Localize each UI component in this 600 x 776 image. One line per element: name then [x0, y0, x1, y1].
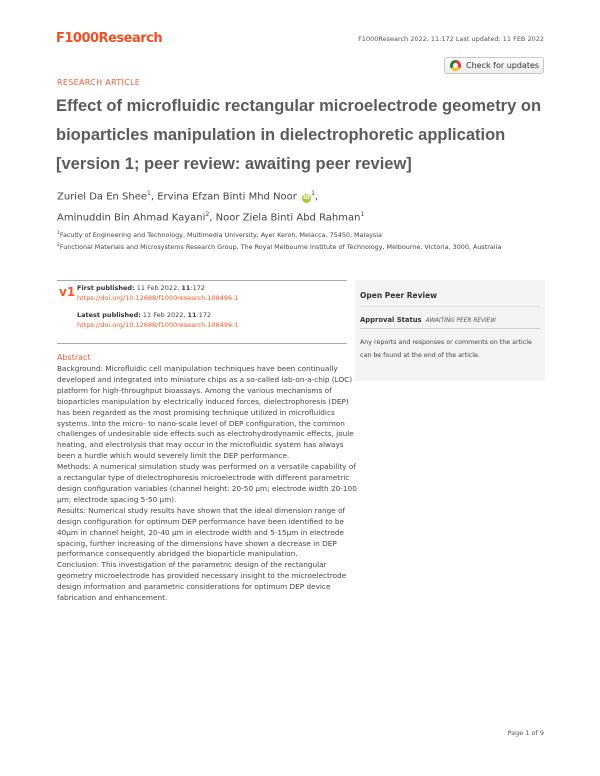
check-for-updates-label: Check for updates — [466, 61, 540, 70]
author-name[interactable]: Ervina Efzan Binti Mhd Noor — [157, 191, 297, 203]
check-for-updates-button[interactable] — [444, 57, 544, 74]
peer-review-note: Any reports and responses or comments on the article can be found at the end of the article. — [360, 339, 532, 359]
journal-logo: F1000Research — [56, 31, 163, 46]
abstract-body — [57, 364, 357, 604]
doi-link[interactable]: https://doi.org/10.12688/f1000research.108496.1 — [77, 293, 239, 302]
peer-review-panel — [355, 280, 545, 381]
version-badge: v1 — [59, 285, 76, 299]
abstract-heading: Abstract — [57, 353, 91, 362]
author-name[interactable]: Noor Ziela Binti Abd Rahman — [215, 212, 361, 224]
divider — [360, 306, 540, 307]
page-number: Page 1 of 9 — [507, 729, 544, 737]
first-published: First published: 11 Feb 2022, 11:172 https://doi.org/10.12688/f1000research.108496.1 — [77, 284, 239, 302]
publication-info — [57, 280, 347, 344]
author-list: Zuriel Da En Shee$^1$, Ervina Efzan Binti Mhd Noor $iD^1$, Aminuddin Bin Ahmad Kayani$^2$, Noor Ziela Binti Abd Rahman$^1$ — [57, 190, 365, 224]
approval-status: Approval Status AWAITING PEER REVIEW — [360, 316, 496, 324]
author-name[interactable]: Aminuddin Bin Ahmad Kayani — [57, 212, 206, 224]
crossmark-icon — [450, 60, 461, 71]
peer-review-heading: Open Peer Review — [360, 291, 438, 300]
article-type: RESEARCH ARTICLE — [57, 78, 141, 87]
affiliation-item: $^2$Functional Materials and Microsystems Research Group, The Royal Melbourne Institute of Technology, Melbourne, Victoria, 3000, Australia — [57, 242, 502, 251]
divider — [360, 328, 540, 329]
affiliations — [57, 229, 547, 252]
author-affiliation-marker: 1 — [311, 190, 315, 197]
abstract-paragraph: Methods: A numerical simulation study was performed on a versatile capability of a rectangular type of dielectrophoresis microelectrode with different parametric design configuration variables (channel height: 20-50 µm; electrode width 20-100 µm; electrode spacing 5-50 µm). — [57, 462, 357, 504]
orcid-icon[interactable]: iD — [303, 195, 310, 202]
doi-link[interactable]: https://doi.org/10.12688/f1000research.108496.1 — [77, 320, 239, 329]
latest-published: Latest published: 11 Feb 2022, 11:172 https://doi.org/10.12688/f1000research.108496.1 — [77, 311, 239, 329]
author-affiliation-marker: 2 — [205, 211, 210, 219]
author-affiliation-marker: 1 — [147, 190, 151, 197]
abstract-paragraph: Conclusion: This investigation of the parametric design of the rectangular geometry microelectrode has provided necessary insight to the microelectrode design information and parametric considerations for optimum DEP device fabrication and enhancement. — [57, 560, 347, 603]
running-head: F1000Research 2022, 11:172 Last updated: 11 FEB 2022 — [358, 35, 544, 43]
author-affiliation-marker: 1 — [360, 211, 365, 219]
author-name[interactable]: Zuriel Da En Shee — [57, 191, 148, 203]
abstract-paragraph: Results: Numerical study results have shown that the ideal dimension range of design configuration for optimum DEP performance have been identified to be 40µm in channel height, 20-40 µm in electrode width and 5-15µm in electrode spacing, further increasing of the dimensions have shown a decrease in DEP performance consequently abridged the bioparticle manipulation. — [57, 505, 346, 559]
article-title: Effect of microfluidic rectangular microelectrode geometry on bioparticles manipulation in dielectrophoretic application [version 1; peer review: awaiting peer review] — [56, 97, 542, 173]
affiliation-item: $^1$Faculty of Engineering and Technology, Multimedia University, Ayer Keroh, Melacca, 75450, Malaysia — [57, 231, 382, 240]
abstract-paragraph: Background: Microfluidic cell manipulation techniques have been continually developed and integrated into miniature chips as a so-called lab-on-a-chip (LOC) platform for high-throughput bioassays. Among the various mechanisms of bioparticles manipulation by electrically induced forces, dielectrophoresis (DEP) has been regarded as the most promising technique utilized in microfluidics systems. Into the micro- to nano-scale level of DEP configuration, the common challenges of undesirable side effects such as electrohydrodynamic effects, joule heating, and electrolysis that may occur in the microfluidic system has always been a hurdle which would severely limit the DEP performance. — [57, 364, 354, 461]
